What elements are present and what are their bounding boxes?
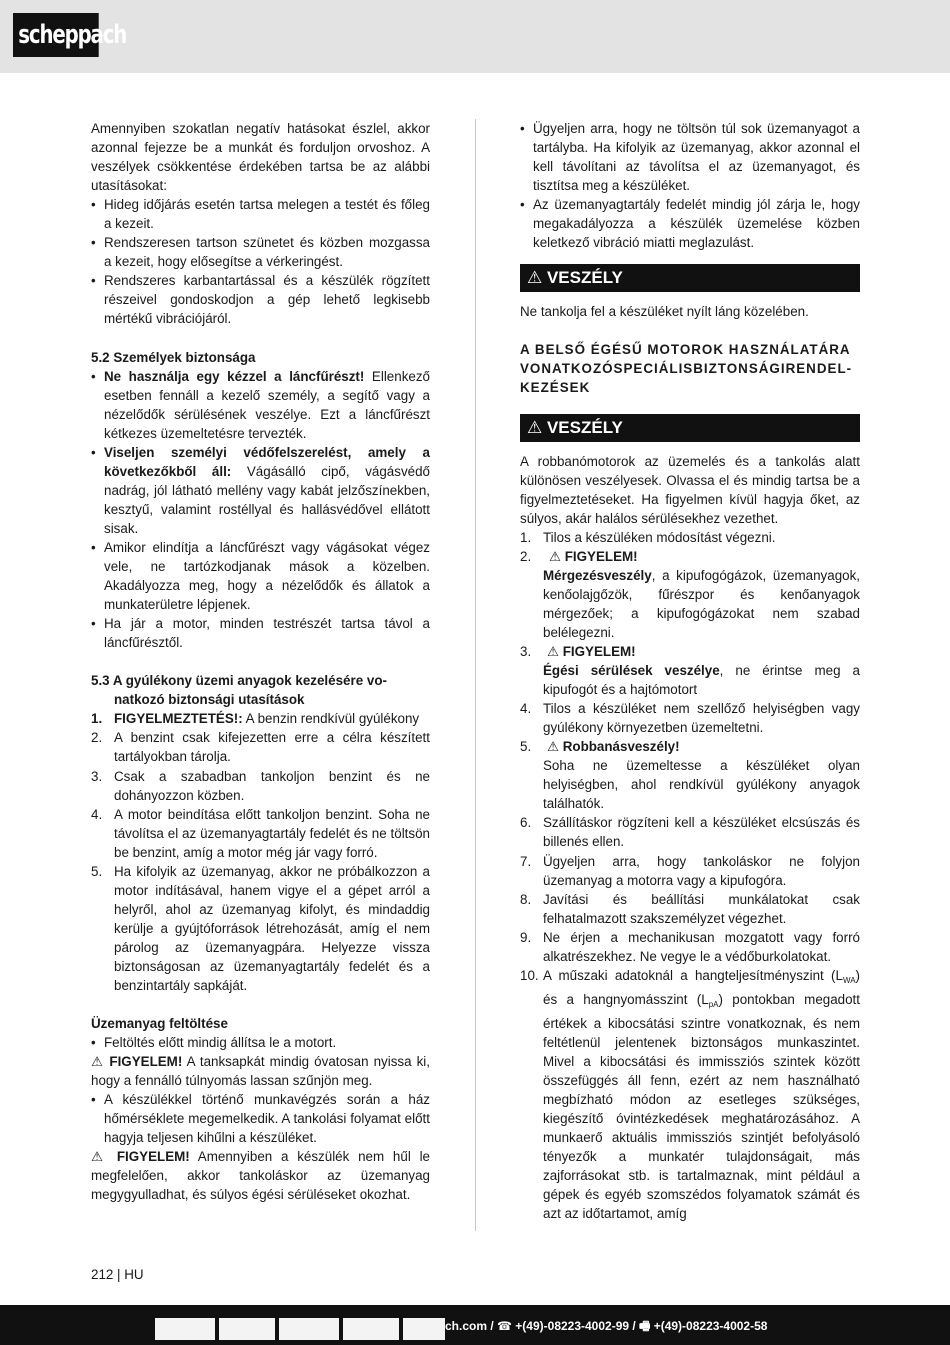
- list-item: • Hideg időjárás esetén tartsa melegen a testét és főleg a kezeit.: [91, 195, 430, 233]
- list-item: 4. Tilos a készüléket nem szellőző helyiségben vagy gyúlékony környezetben üzemeltetni.: [520, 701, 860, 736]
- list-item: 5. Ha kifolyik az üzemanyag, akkor ne próbálkozzon a motor indításával, hanem vigye el a gépet arról a helyről, ahol az üzemanyag kifolyt, és mindaddig kerülje a gyújtóforrások létrehozását, amíg el nem párolog az üzemanyagpára. Helyezze vissza biztonságosan az üzemanyagtartály fedelét és a benzintartály sapkáját.: [91, 863, 430, 994]
- list-item: 3. Csak a szabadban tankoljon benzint és ne dohányozzon közben.: [91, 768, 430, 803]
- danger-banner: ⚠ VESZÉLY: [520, 264, 860, 292]
- list-item: • Ha jár a motor, minden testrészét tartsa távol a láncfűrésztől.: [91, 614, 430, 652]
- page-header: [0, 0, 950, 73]
- intro-paragraph: Amennyiben szokatlan negatív hatásokat észlel, akkor azonnal fejezze be a munkát és forduljon orvoshoz. A veszélyek csökkentése érdekében tartsa be az alábbi utasításokat:: [91, 121, 430, 194]
- right-column: [520, 119, 860, 1223]
- list-item-body: Soha ne üzemeltesse a készüléket olyan helyiségben, ahol rendkívül gyúlékony anyagok találhatók.: [543, 758, 860, 812]
- list-item: • Ne használja egy kézzel a láncfűrészt! Ellenkező esetben fennáll a kezelő személy, a segítő vagy a nézelődők sérülésének veszélye. Ezt a láncfűrészt kétkezes üzemeltetésre tervezték.: [91, 367, 430, 443]
- list-item: 2. ⚠ FIGYELEM!: [520, 548, 638, 564]
- list-item-body: Mérgezésveszély, a kipufogógázok, üzemanyagok, kenőolajgőzök, fűrészpor és kenőanyagok mérgezőek; a kipufogógázokat nem szabad belélegezni.: [543, 567, 860, 640]
- section-title-ice: A BELSŐ ÉGÉSŰ MOTOROK HASZNÁLATÁRA VONATKOZÓSPECIÁLISBIZTONSÁGIRENDEL- KEZÉSEK: [520, 342, 853, 396]
- list-item: 5. ⚠ Robbanásveszély!: [520, 739, 680, 755]
- list-item: 3. ⚠ FIGYELEM!: [520, 643, 636, 659]
- page-number: 212 | HU: [91, 1267, 144, 1282]
- list-item: 1. FIGYELMEZTETÉS!: A benzin rendkívül gyúlékony: [91, 711, 420, 727]
- list-item: • Az üzemanyagtartály fedelét mindig jól zárja le, hogy megakadályozza a készülék üzemelése közben keletkező vibráció miatti meglazulást.: [520, 195, 860, 252]
- list-item: • Amikor elindítja a láncfűrészt vagy vágásokat végez vele, ne tartózkodjanak mások a közelben. Akadályozza meg, hogy a nézelődők és állatok a munkaterületre lépjenek.: [91, 538, 430, 614]
- list-item-body: Égési sérülések veszélye, ne érintse meg a kipufogót és a hajtómotort: [543, 663, 861, 698]
- list-item: • Viseljen személyi védőfelszerelést, amely a következőkből áll: Vágásálló cipő, vágásvédő nadrág, jól látható mellény vagy kabát jelzőszínekben, kesztyű, valamint rostéllyal és hallásvédővel ellátott sisak.: [91, 443, 430, 538]
- footer-redaction: [155, 1318, 445, 1340]
- list-item: • Rendszeresen tartson szünetet és közben mozgassa a kezeit, hogy elősegítse a vérkeringést.: [91, 233, 430, 271]
- danger-text: Ne tankolja fel a készüléket nyílt láng közelében.: [520, 304, 809, 320]
- danger-text: A robbanómotorok az üzemelés és a tankolás alatt különösen veszélyesek. Olvassa el és mindig tartsa be a figyelmeztetéseket. Ha figyelmen kívül hagyja őket, az súlyos, akár halálos sérülésekhez vezethet.: [520, 453, 860, 526]
- list-item: 2. A benzint csak kifejezetten erre a célra készített tartályokban tárolja.: [91, 730, 430, 765]
- warning-paragraph: ⚠ FIGYELEM! Amennyiben a készülék nem hűl le megfelelően, akkor tankoláskor az üzemanyag megygyulladhat, és súlyos égési sérüléseket okozhat.: [91, 1149, 430, 1203]
- list-item: 1. Tilos a készüléken módosítást végezni.: [520, 529, 776, 545]
- section-title-fuel: Üzemanyag feltöltése: [91, 1016, 228, 1032]
- danger-banner: ⚠ VESZÉLY: [520, 414, 860, 442]
- left-column: [91, 119, 430, 1205]
- list-item: 10. A műszaki adatoknál a hangteljesítményszint $(L_{WA})$ és a hangnyomásszint $(L_{pA})$ pontokban megadott értékek a kibocsátási szintre vonatkoznak, és nem feltétlenül jelentenek biztonságos munkaszintet. Mivel a kibocsátási és immissziós szintek között összefüggés áll fenn, ezért az nem használható megbízható módon az esetleges szükséges, kiegészítő óvintézkedések meghatározásához. A munkaerő aktuális immissziós szintjét befolyásoló tényezők a munkatér tulajdonságait, más zajforrásokat stb. is tartalmaznak, mint például a gépek és egyéb szomszédos folyamatok számát és azt az időtartamot, amíg: [520, 967, 860, 1222]
- column-divider: [475, 119, 476, 1231]
- list-item: 6. Szállításkor rögzíteni kell a készüléket elcsúszás és billenés ellen.: [520, 815, 860, 850]
- list-item: • Ügyeljen arra, hogy ne töltsön túl sok üzemanyagot a tartályba. Ha kifolyik az üzemanyag, akkor azonnal el kell távolítani az távolítsa el az üzemanyagot, és tisztítsa meg a készüléket.: [520, 119, 860, 195]
- footer-contact: ch.com / ☎ +(49)-08223-4002-99 / 🖷 +(49)-08223-4002-58: [445, 1319, 768, 1333]
- list-item: • Rendszeres karbantartással és a készülék rögzített részeivel gondoskodjon a gép lehető legkisebb mértékű vibrációjáról.: [91, 271, 430, 328]
- list-item: 7. Ügyeljen arra, hogy tankoláskor ne folyjon üzemanyag a motorra vagy a kipufogóra.: [520, 853, 860, 888]
- list-item: 4. A motor beindítása előtt tankoljon benzint. Soha ne távolítsa el az üzemanyagtartály fedelét és ne töltsön be benzint, amíg a motor még jár vagy forró.: [91, 806, 430, 860]
- list-item: • Feltöltés előtt mindig állítsa le a motort.: [91, 1033, 430, 1052]
- section-title-5-3: 5.3 A gyúlékony üzemi anyagok kezelésére vo- natkozó biztonsági utasítások: [91, 673, 387, 708]
- warning-paragraph: ⚠ FIGYELEM! A tanksapkát mindig óvatosan nyissa ki, hogy a fennálló túlnyomás lassan szűnjön meg.: [91, 1054, 430, 1089]
- section-title-5-2: 5.2 Személyek biztonsága: [91, 349, 256, 365]
- list-item: 8. Javítási és beállítási munkálatokat csak felhatalmazott szakszemélyzet végezhet.: [520, 891, 860, 926]
- brand-logo: scheppach: [13, 13, 99, 57]
- list-item: • A készülékkel történő munkavégzés során a ház hőmérséklete megemelkedik. A tankolási folyamat előtt hagyja teljesen kihűlni a készüléket.: [91, 1090, 430, 1147]
- list-item: 9. Ne érjen a mechanikusan mozgatott vagy forró alkatrészekhez. Ne vegye le a védőburkolatokat.: [520, 929, 860, 964]
